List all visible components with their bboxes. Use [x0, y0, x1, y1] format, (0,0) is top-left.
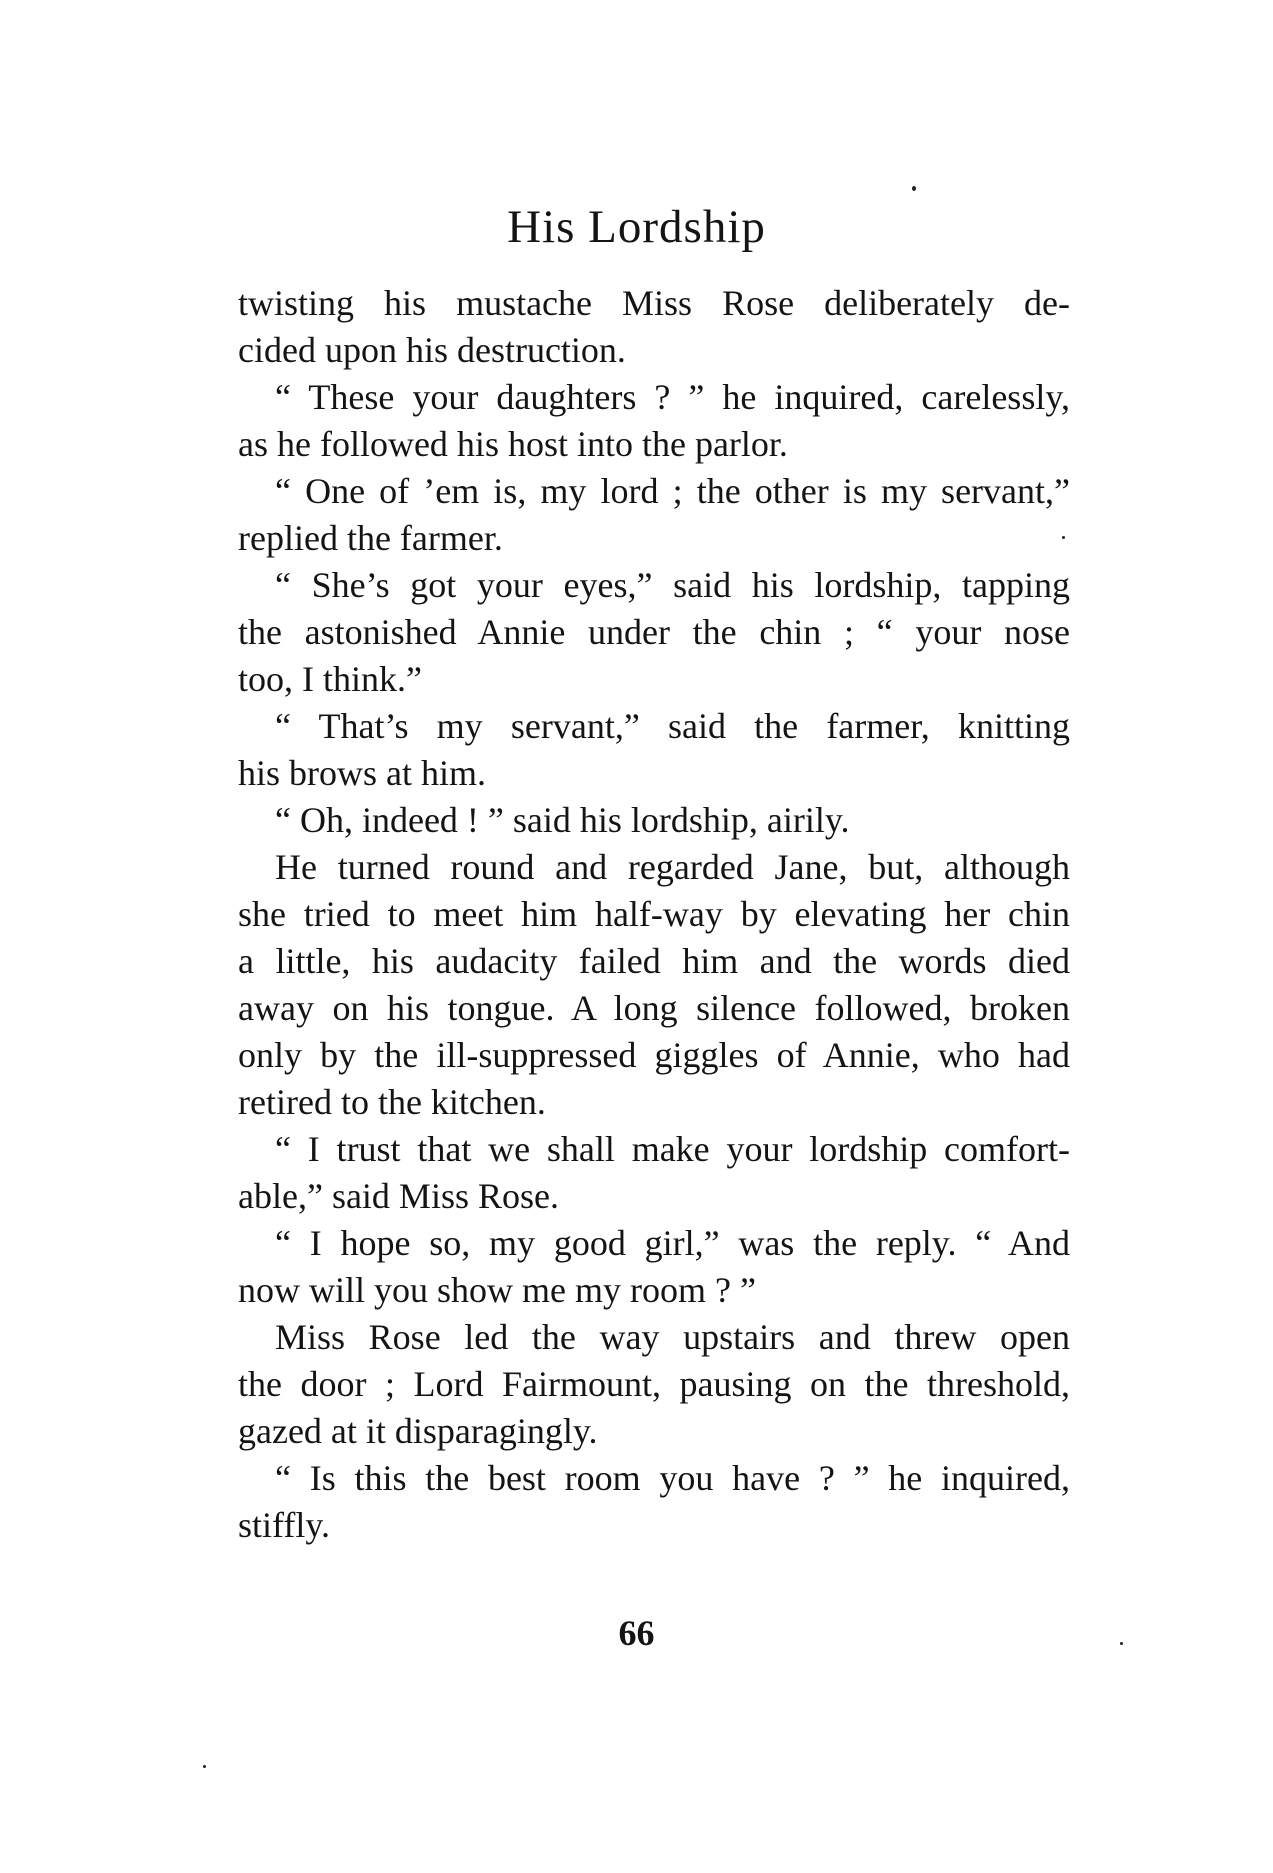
text-line: stiffly.: [238, 1505, 331, 1545]
scan-speck: [1120, 1642, 1123, 1645]
text-line: “ Is this the best room you have ? ” he inquired,: [275, 1458, 1070, 1498]
page-number: 66: [618, 1613, 655, 1653]
scan-speck: [912, 186, 916, 191]
text-line: able,” said Miss Rose.: [238, 1176, 559, 1216]
text-line: “ I hope so, my good girl,” was the reply. “ And: [275, 1223, 1070, 1263]
text-line: Miss Rose led the way upstairs and threw open: [275, 1317, 1070, 1357]
text-line: cided upon his destruction.: [238, 330, 626, 370]
body-text: [238, 280, 1070, 1549]
text-line: a little, his audacity failed him and the words died: [238, 941, 1070, 981]
text-line: as he followed his host into the parlor.: [238, 424, 788, 464]
text-line: the door ; Lord Fairmount, pausing on the threshold,: [238, 1364, 1070, 1404]
text-line: only by the ill-suppressed giggles of Annie, who had: [238, 1035, 1070, 1075]
text-line: his brows at him.: [238, 753, 486, 793]
text-line: she tried to meet him half-way by elevating her chin: [238, 894, 1070, 934]
text-line: “ She’s got your eyes,” said his lordship, tapping: [275, 565, 1070, 605]
running-head: His Lordship: [507, 201, 766, 253]
text-line: retired to the kitchen.: [238, 1082, 546, 1122]
text-line: replied the farmer.: [238, 518, 503, 558]
text-line: He turned round and regarded Jane, but, although: [275, 847, 1070, 887]
text-line: now will you show me my room ? ”: [238, 1270, 756, 1310]
text-line: “ These your daughters ? ” he inquired, carelessly,: [275, 377, 1070, 417]
text-line: “ That’s my servant,” said the farmer, knitting: [275, 706, 1070, 746]
scan-speck: [203, 1765, 206, 1768]
text-line: the astonished Annie under the chin ; “ your nose: [238, 612, 1070, 652]
text-line: “ Oh, indeed ! ” said his lordship, airily.: [275, 800, 850, 840]
text-line: too, I think.”: [238, 659, 422, 699]
scan-speck: [1062, 536, 1065, 539]
text-line: away on his tongue. A long silence followed, broken: [238, 988, 1070, 1028]
text-line: “ One of ’em is, my lord ; the other is my servant,”: [275, 471, 1070, 511]
text-line: twisting his mustache Miss Rose deliberately de-: [238, 283, 1070, 323]
text-line: “ I trust that we shall make your lordship comfort-: [275, 1129, 1070, 1169]
text-line: gazed at it disparagingly.: [238, 1411, 598, 1451]
